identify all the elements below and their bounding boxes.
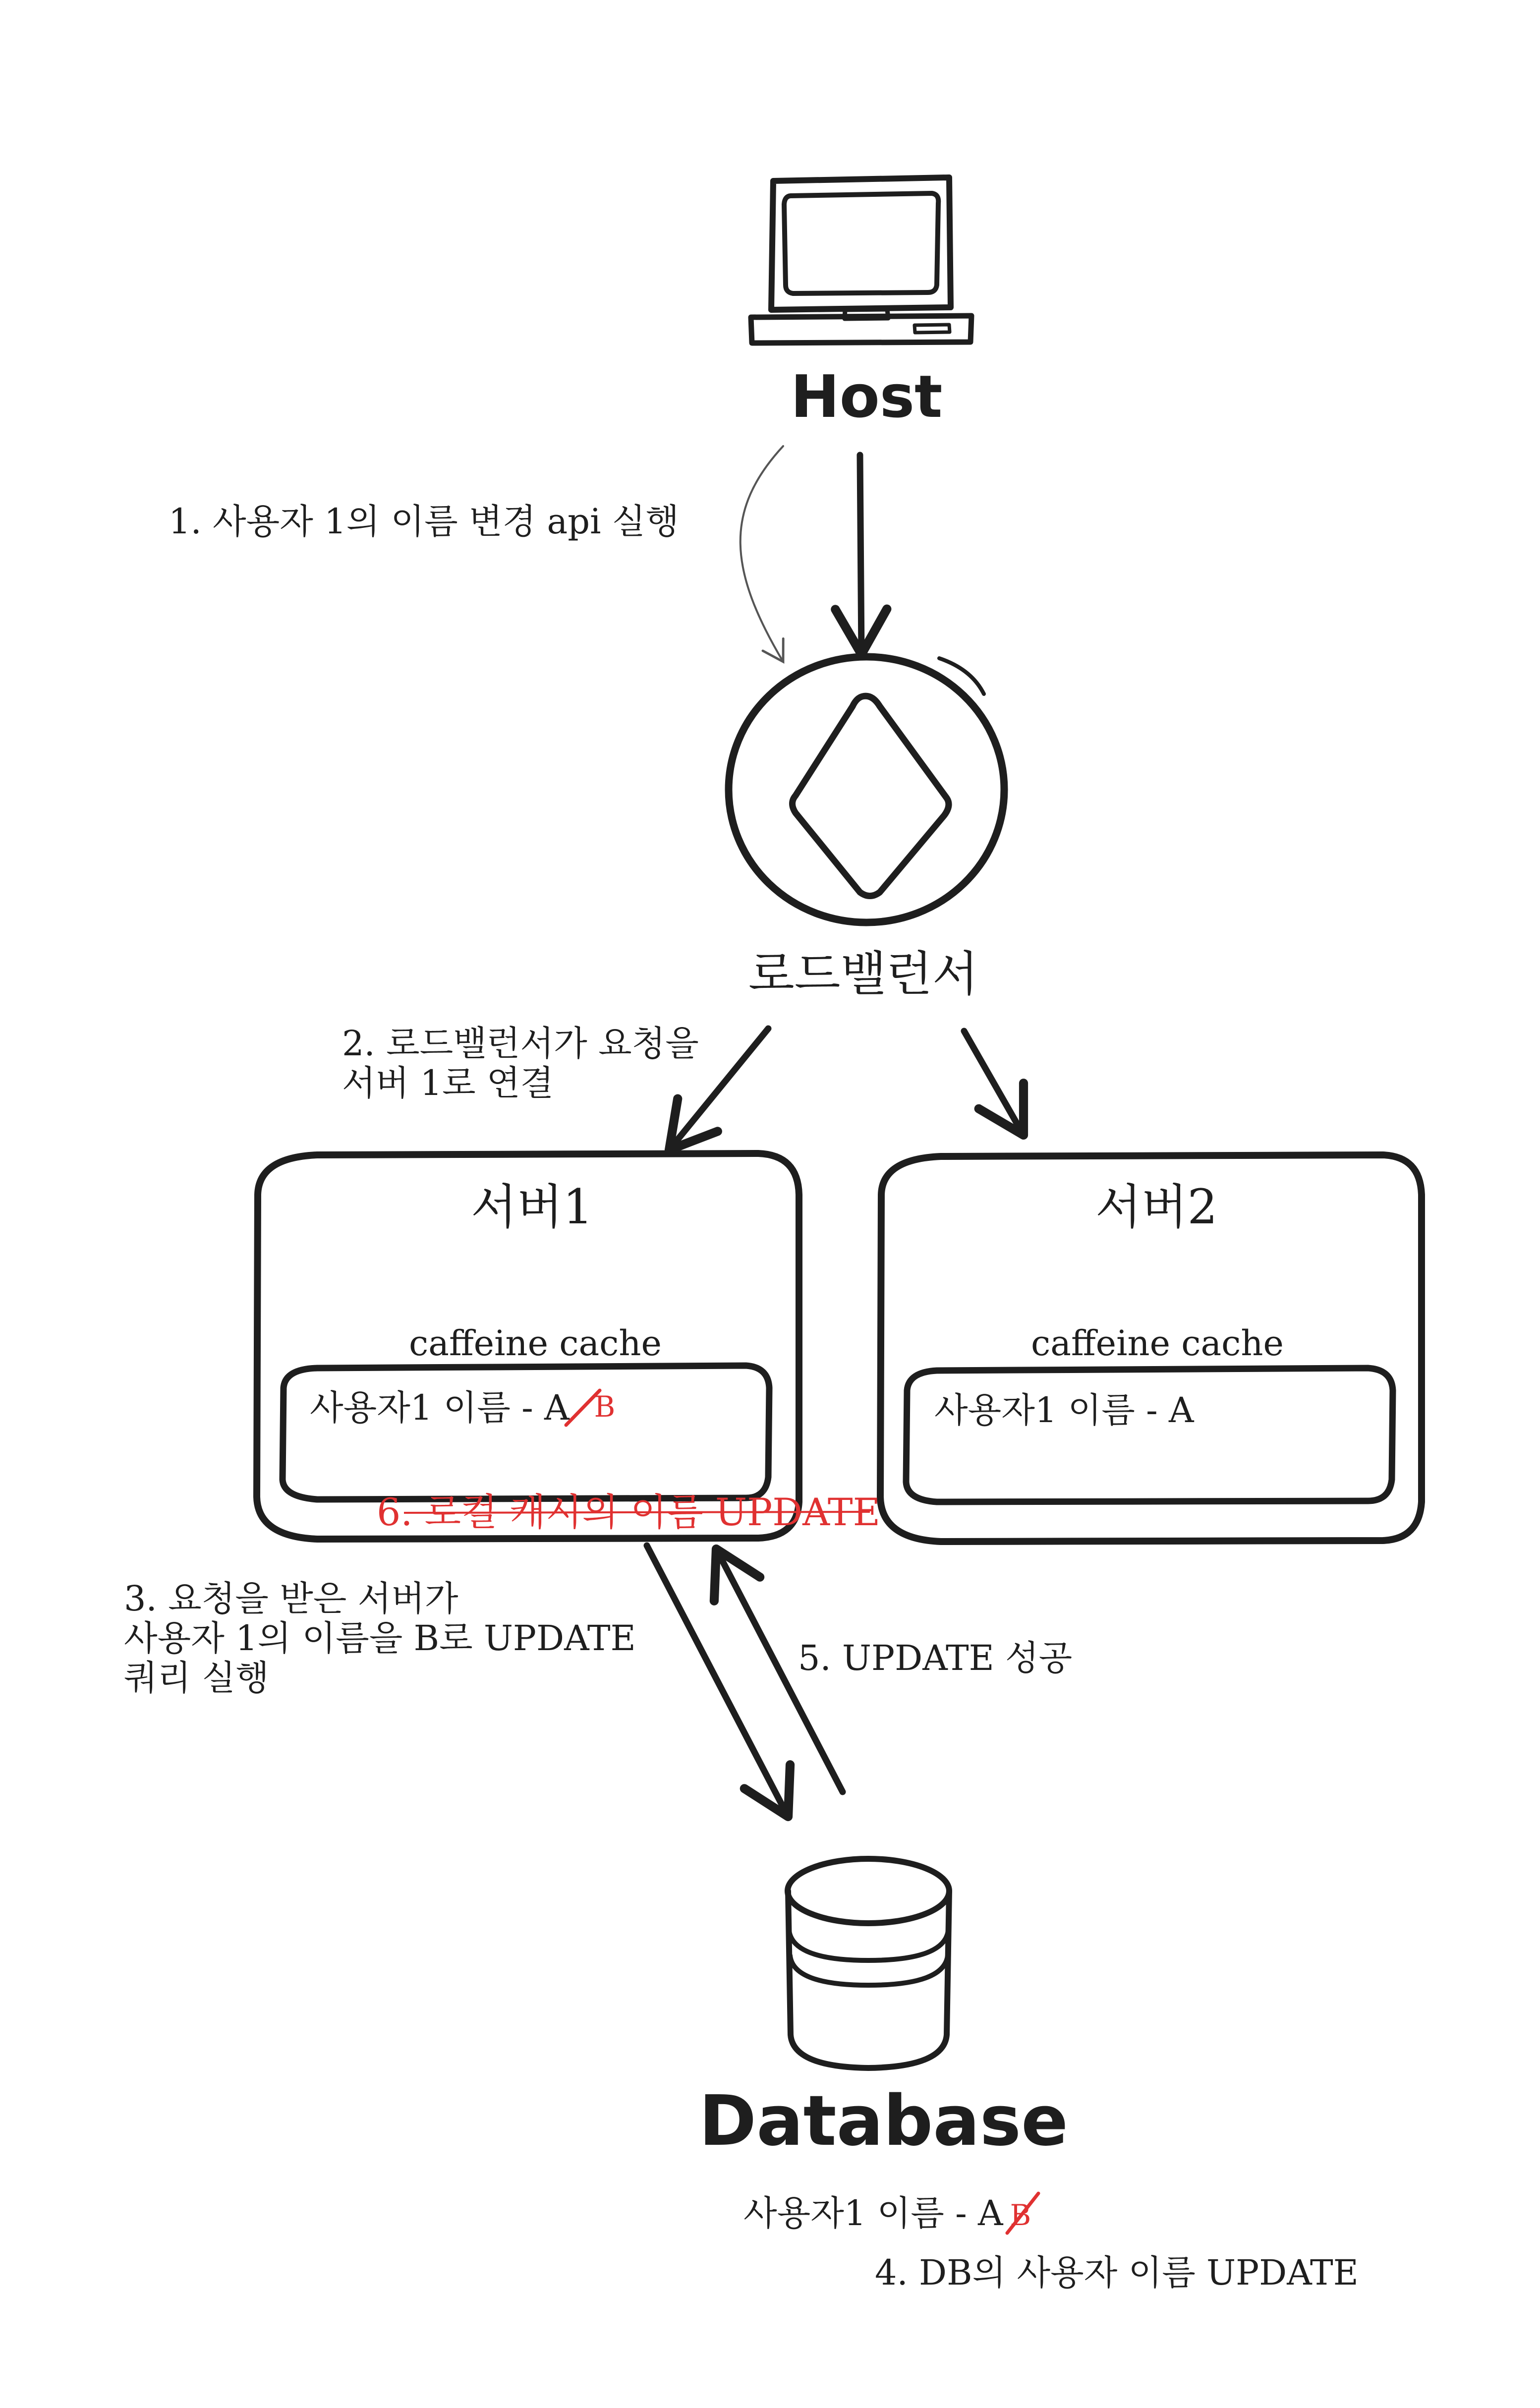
step2-label-line2: 서버 1로 연결 [342,1063,554,1103]
step6-label: 6. 로컬 캐시의 이름 UPDATE [377,1490,881,1534]
step1-label: 1. 사용자 1의 이름 변경 api 실행 [169,501,679,542]
step4-label: 4. DB의 사용자 이름 UPDATE [875,2252,1359,2293]
arrow-server1-to-db [647,1546,788,1817]
arrow-lb-to-server2 [964,1031,1024,1135]
database-entry [743,2193,1031,2235]
computer-icon [751,177,971,343]
server2-cache-label: caffeine cache [1031,1323,1284,1364]
db-new-value: B [1010,2198,1031,2232]
db-old-value: A [978,2193,1003,2234]
database-icon [788,1859,949,2068]
step5-label: 5. UPDATE 성공 [798,1638,1073,1678]
server1-old-value: A [544,1387,570,1428]
server1-new-value: B [594,1390,616,1424]
server1-title: 서버1 [471,1179,593,1235]
db-entry-prefix: 사용자1 이름 - [743,2193,978,2234]
server1-entry-prefix: 사용자1 이름 - [310,1387,545,1428]
arrow-step1-thin [741,446,783,662]
step3-label-line1: 3. 요청을 받은 서버가 [124,1578,458,1619]
load-balancer-icon [729,657,1004,922]
server1-cache-entry [310,1388,615,1430]
step3-label-line3: 쿼리 실행 [124,1658,269,1698]
host-label: Host [791,362,943,431]
server2-title: 서버2 [1095,1179,1218,1235]
step2-label-line1: 2. 로드밸런서가 요청을 [342,1023,699,1064]
database-label: Database [699,2081,1069,2162]
server1-cache-label: caffeine cache [409,1323,662,1364]
server2-cache-box [906,1368,1393,1502]
step3-label-line2: 사용자 1의 이름을 B로 UPDATE [124,1618,636,1659]
server2-cache-entry: 사용자1 이름 - A [934,1390,1194,1431]
load-balancer-label: 로드밸런서 [748,946,978,1002]
arrow-host-to-lb [860,455,861,654]
server1-cache-box [283,1366,769,1499]
